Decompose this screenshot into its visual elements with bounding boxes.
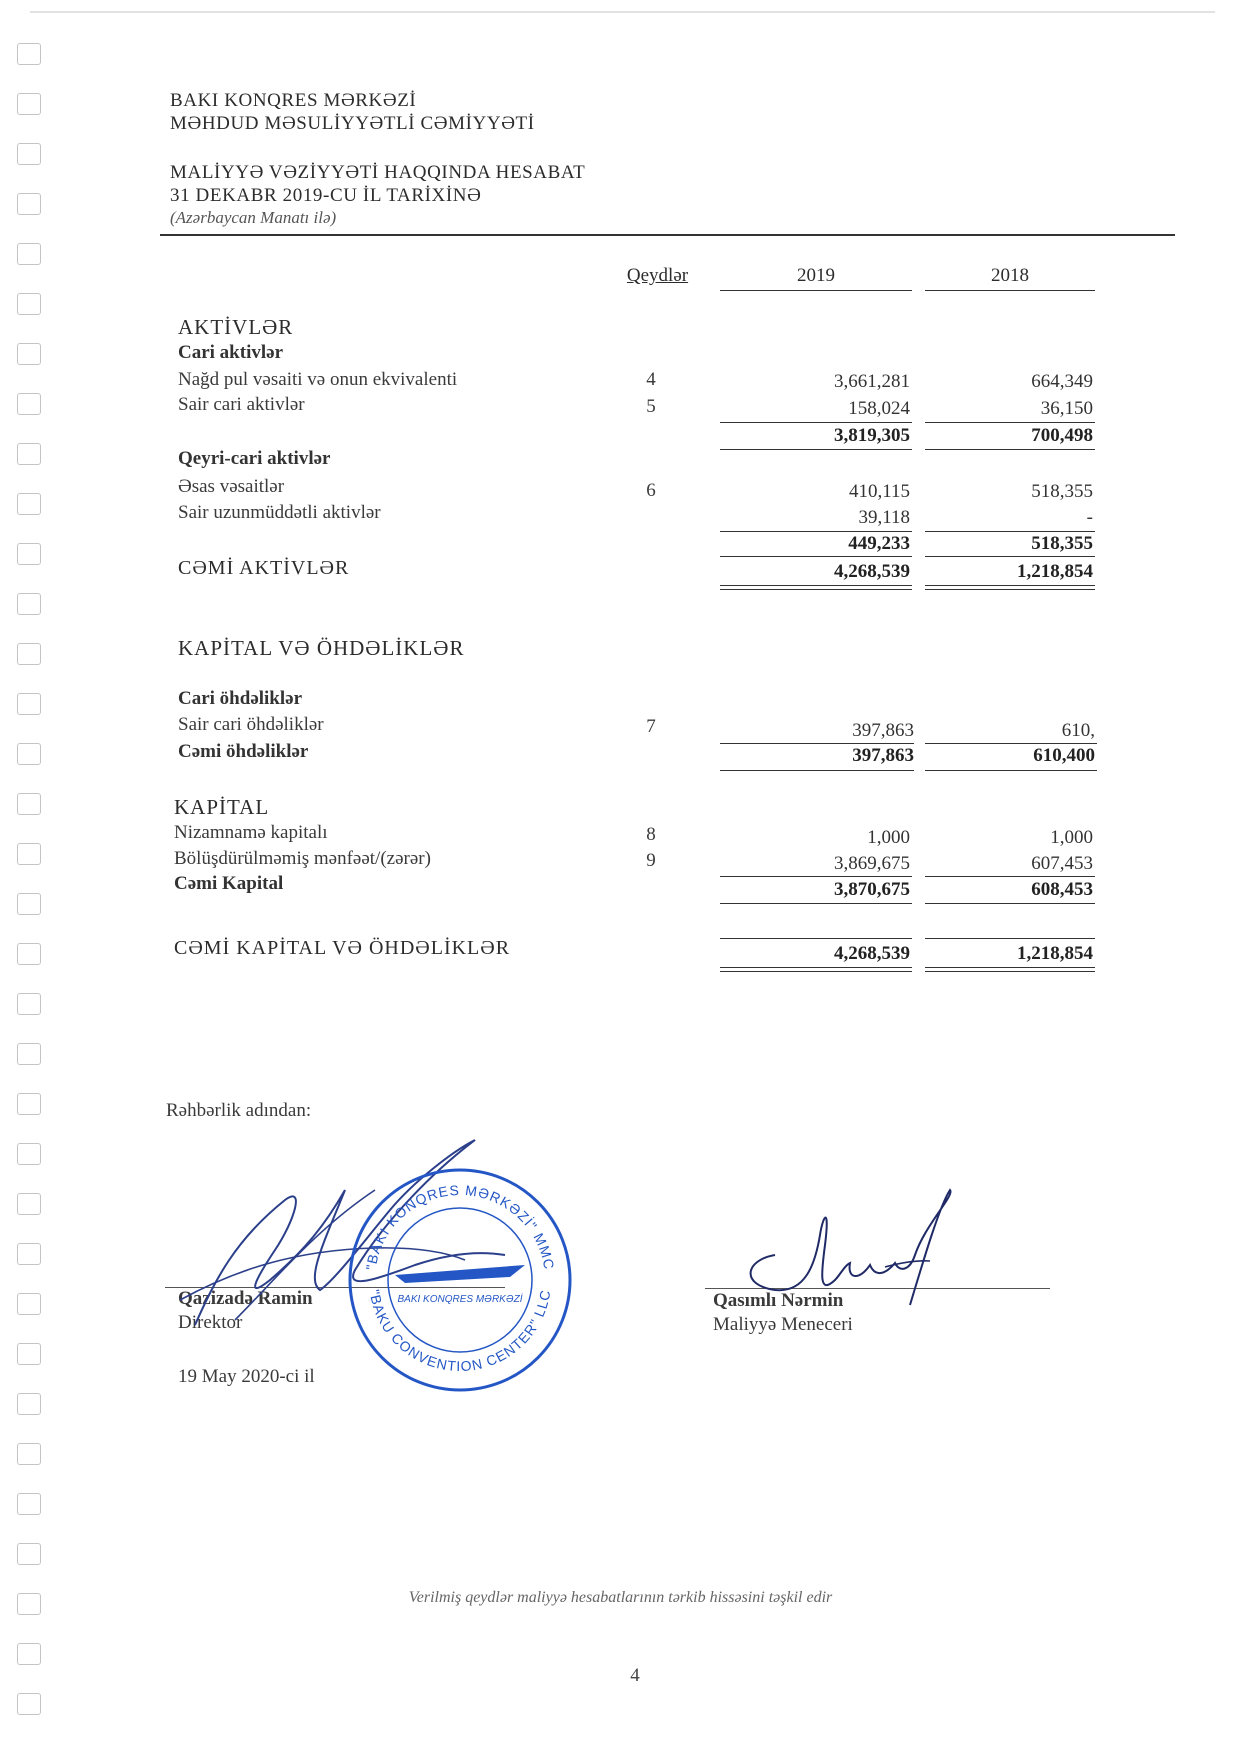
col-header-notes: Qeydlər	[626, 265, 689, 286]
total-liabilities-2019: 397,863	[852, 745, 914, 766]
current-assets-total-2018: 700,498	[1031, 425, 1093, 446]
director-title: Direktor	[178, 1312, 243, 1333]
total-liabilities-label: Cəmi öhdəliklər	[178, 741, 309, 762]
total-liabilities-2018: 610,400	[1033, 745, 1095, 766]
noncurrent-assets-heading: Qeyri-cari aktivlər	[178, 448, 331, 469]
grand-total-2019: 4,268,539	[834, 943, 910, 964]
total-capital-2018: 608,453	[1031, 879, 1093, 900]
total-assets-2018: 1,218,854	[1017, 561, 1093, 582]
page-number: 4	[630, 1665, 640, 1686]
grand-total-label: CƏMİ KAPİTAL VƏ ÖHDƏLİKLƏR	[174, 937, 511, 959]
finance-signature	[735, 1185, 965, 1315]
stamp-top-text: "BAKI KONQRES MƏRKƏZİ" MMC	[362, 1181, 558, 1272]
assets-heading: AKTİVLƏR	[178, 315, 294, 339]
grand-total-2018: 1,218,854	[1017, 943, 1093, 964]
noncurrent-assets-total-2018: 518,355	[1031, 533, 1093, 554]
noncurrent-assets-total-2019: 449,233	[848, 533, 910, 554]
on-behalf-label: Rəhbərlik adından:	[166, 1100, 312, 1121]
header-rule	[160, 234, 1175, 236]
scan-top-line	[30, 11, 1215, 13]
signature-date: 19 May 2020-ci il	[178, 1366, 315, 1387]
stamp-logo-shape	[395, 1265, 525, 1283]
director-name: Qazizadə Ramin	[178, 1288, 313, 1309]
total-capital-2019: 3,870,675	[834, 879, 910, 900]
total-capital-label: Cəmi Kapital	[174, 873, 284, 894]
current-assets-total-2019: 3,819,305	[834, 425, 910, 446]
total-assets-label: CƏMİ AKTİVLƏR	[178, 557, 350, 579]
total-assets-2019: 4,268,539	[834, 561, 910, 582]
capital-heading: KAPİTAL	[174, 795, 270, 819]
current-assets-heading: Cari aktivlər	[178, 342, 284, 363]
company-stamp	[345, 1165, 575, 1395]
stamp-center-text: BAKI KONQRES MƏRKƏZİ	[397, 1294, 523, 1305]
col-header-2019: 2019	[797, 265, 835, 286]
finance-name: Qasımlı Nərmin	[713, 1290, 844, 1311]
report-date: 31 DEKABR 2019-CU İL TARİXİNƏ	[170, 185, 482, 206]
footer-note: Verilmiş qeydlər maliyyə hesabatlarının tərkib hissəsini təşkil edir	[408, 1589, 833, 1606]
company-name: BAKI KONQRES MƏRKƏZİ	[170, 90, 417, 111]
equity-liabilities-heading: KAPİTAL VƏ ÖHDƏLİKLƏR	[178, 636, 465, 660]
report-title: MALİYYƏ VƏZİYYƏTİ HAQQINDA HESABAT	[170, 162, 586, 183]
company-type: MƏHDUD MƏSULİYYƏTLİ CƏMİYYƏTİ	[170, 113, 535, 134]
finance-title: Maliyyə Meneceri	[713, 1314, 853, 1335]
col-rule-2018	[925, 290, 1095, 291]
col-header-2018: 2018	[991, 265, 1029, 286]
current-liabilities-heading: Cari öhdəliklər	[178, 688, 303, 709]
report-units: (Azərbaycan Manatı ilə)	[170, 208, 337, 227]
stamp-bottom-text: "BAKU CONVENTION CENTER" LLC	[366, 1288, 554, 1375]
col-rule-2019	[720, 290, 912, 291]
